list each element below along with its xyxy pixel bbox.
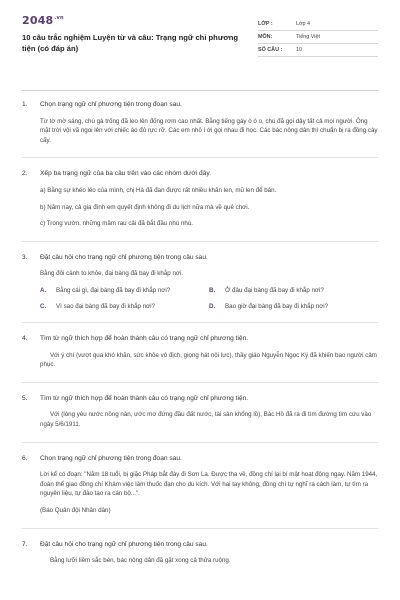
question-prompt: Chọn trạng ngữ chỉ phương tiện trong đoạn sau. xyxy=(40,454,182,462)
question-passage xyxy=(40,186,378,229)
document-header xyxy=(22,14,378,76)
passage-line-c: c) Trong vườn, những mầm rau cải đã bắt đầu nhú nhú. xyxy=(40,220,194,228)
question-1 xyxy=(22,101,378,145)
passage-text: Từ tờ mờ sáng, chú gà trống đã leo lên đống rơm cao nhất. Bằng tiếng gáy ò ó o, chú đã gọi dậy tất cả mọi người. Ông mặt trời vội vã ngoi lên với chiếc áo đỏ rực rỡ. Các em nhỏ í ới gọi nhau đi học. Các bác nông dân thì chuẩn bị ra đồng cày cấy. xyxy=(40,117,378,144)
document-meta xyxy=(258,18,378,76)
question-5 xyxy=(22,395,378,430)
option-a[interactable] xyxy=(40,287,209,294)
question-prompt: Chọn trạng ngữ chỉ phương tiện trong đoạn sau. xyxy=(40,101,182,108)
question-list xyxy=(22,101,378,566)
option-d[interactable] xyxy=(209,303,378,310)
option-letter: B. xyxy=(209,286,216,294)
meta-value-grade: Lớp 4 xyxy=(296,21,311,27)
question-divider xyxy=(22,382,378,383)
meta-key-subject: MÔN: xyxy=(258,34,273,40)
question-number: 3. xyxy=(22,253,28,261)
option-text: Ở đâu đại bàng đã bay đi khắp nơi? xyxy=(225,286,324,294)
option-letter: A. xyxy=(40,286,47,294)
meta-value-subject: Tiếng Việt xyxy=(296,34,320,40)
option-c[interactable] xyxy=(40,303,209,310)
question-2 xyxy=(22,170,378,228)
question-passage xyxy=(40,470,378,515)
meta-row-count xyxy=(258,44,378,57)
meta-value-count: 10 xyxy=(296,47,302,53)
question-prompt: Tìm từ ngữ thích hợp để hoàn thành câu có trạng ngữ chỉ phương tiện. xyxy=(40,334,249,342)
question-divider xyxy=(22,442,378,443)
question-3 xyxy=(22,254,378,310)
document-title: 10 câu trắc nghiệm Luyện từ và câu: Trạng ngữ chỉ phương tiện (có đáp án) xyxy=(22,33,238,53)
question-number: 2. xyxy=(22,170,28,178)
question-prompt: Đặt câu hỏi cho trạng ngữ chỉ phương tiện trong câu sau. xyxy=(40,253,208,261)
header-left xyxy=(22,14,252,76)
question-number: 1. xyxy=(22,101,28,108)
option-text: Vì sao đại bàng đã bay đi khắp nơi? xyxy=(56,302,156,310)
question-number: 4. xyxy=(22,334,28,342)
passage-text: Lời kể có đoạn: "Năm 18 tuổi, bị giặc Pháp bắt đày đi Sơn La. Được tha về, đồng chí lại bí mật hoạt động ngay. Năm 1944, đoàn thể giao đồng chí Khám việc làm thuốc đạn cho du kích. Với hai tay không, đồng chí tự nghĩ ra cách làm, tự tìm ra nguyên liệu, tự đào tạo ra cán bộ...". xyxy=(40,471,378,498)
question-divider xyxy=(22,157,378,158)
question-prompt: Xếp ba trạng ngữ của ba câu trên vào các nhóm dưới đây. xyxy=(40,170,212,178)
passage-line-a: a) Bằng sự khéo léo của mình, chị Hà đã đan được rất nhiều khăn len, mũ len để bán. xyxy=(40,186,277,194)
question-7 xyxy=(22,541,378,566)
question-4 xyxy=(22,335,378,370)
passage-source: (Báo Quân đội Nhân dân) xyxy=(40,506,111,514)
option-text: Bao giờ đại bàng đã bay đi khắp nơi? xyxy=(225,302,329,310)
option-text: Bằng cái gì, đại bàng đã bay đi khắp nơi? xyxy=(56,286,171,294)
passage-text: Với ý chí (vượt qua khó khăn, sức khỏe vô địch, giọng hát nội lực), thầy giáo Nguyễn Ngọc Ký đã khiến bao người cảm phục. xyxy=(40,351,377,369)
question-number: 7. xyxy=(22,540,28,548)
option-letter: D. xyxy=(209,302,216,310)
site-logo[interactable] xyxy=(22,14,252,27)
passage-text: Bằng đôi cánh to khỏe, đại bàng đã bay đi khắp nơi. xyxy=(40,270,184,278)
answer-options xyxy=(40,287,378,310)
question-passage xyxy=(40,351,378,370)
question-prompt: Tìm từ ngữ thích hợp để hoàn thành câu có trạng ngữ chỉ phương tiện. xyxy=(40,394,249,402)
question-passage xyxy=(40,117,378,146)
meta-row-subject xyxy=(258,31,378,44)
question-divider xyxy=(22,241,378,242)
question-passage xyxy=(40,556,378,566)
option-letter: C. xyxy=(40,302,47,310)
meta-row-grade xyxy=(258,18,378,31)
question-passage xyxy=(40,269,378,279)
question-6 xyxy=(22,455,378,516)
question-prompt: Đặt câu hỏi cho trạng ngữ chỉ phương tiện trong câu sau. xyxy=(40,540,208,548)
passage-text: Với (lòng yêu nước nồng nàn, ước mơ đứng đầu đất nước, tài sản khổng lồ), Bác Hồ đã ra đi tìm đường tìm cứu vào ngày 5/6/1911. xyxy=(40,411,372,428)
question-number: 6. xyxy=(22,454,28,462)
header-divider xyxy=(22,90,378,91)
passage-text: Bằng lưỡi liềm sắc bén, bác nông dân đã gặt xong cả thửa ruộng. xyxy=(50,557,231,565)
logo-suffix-text: .vn xyxy=(54,15,64,22)
meta-key-count: SỐ CÂU : xyxy=(258,47,283,53)
question-passage xyxy=(40,410,378,429)
option-b[interactable] xyxy=(209,287,378,294)
passage-line-b: b) Năm nay, cả gia đình em quyết định không đi du lịch nữa mà về quê chơi. xyxy=(40,203,250,211)
question-divider xyxy=(22,322,378,323)
question-number: 5. xyxy=(22,394,28,402)
meta-key-grade: LỚP : xyxy=(258,21,273,27)
question-divider xyxy=(22,528,378,529)
logo-main-text: 2048 xyxy=(22,14,54,27)
